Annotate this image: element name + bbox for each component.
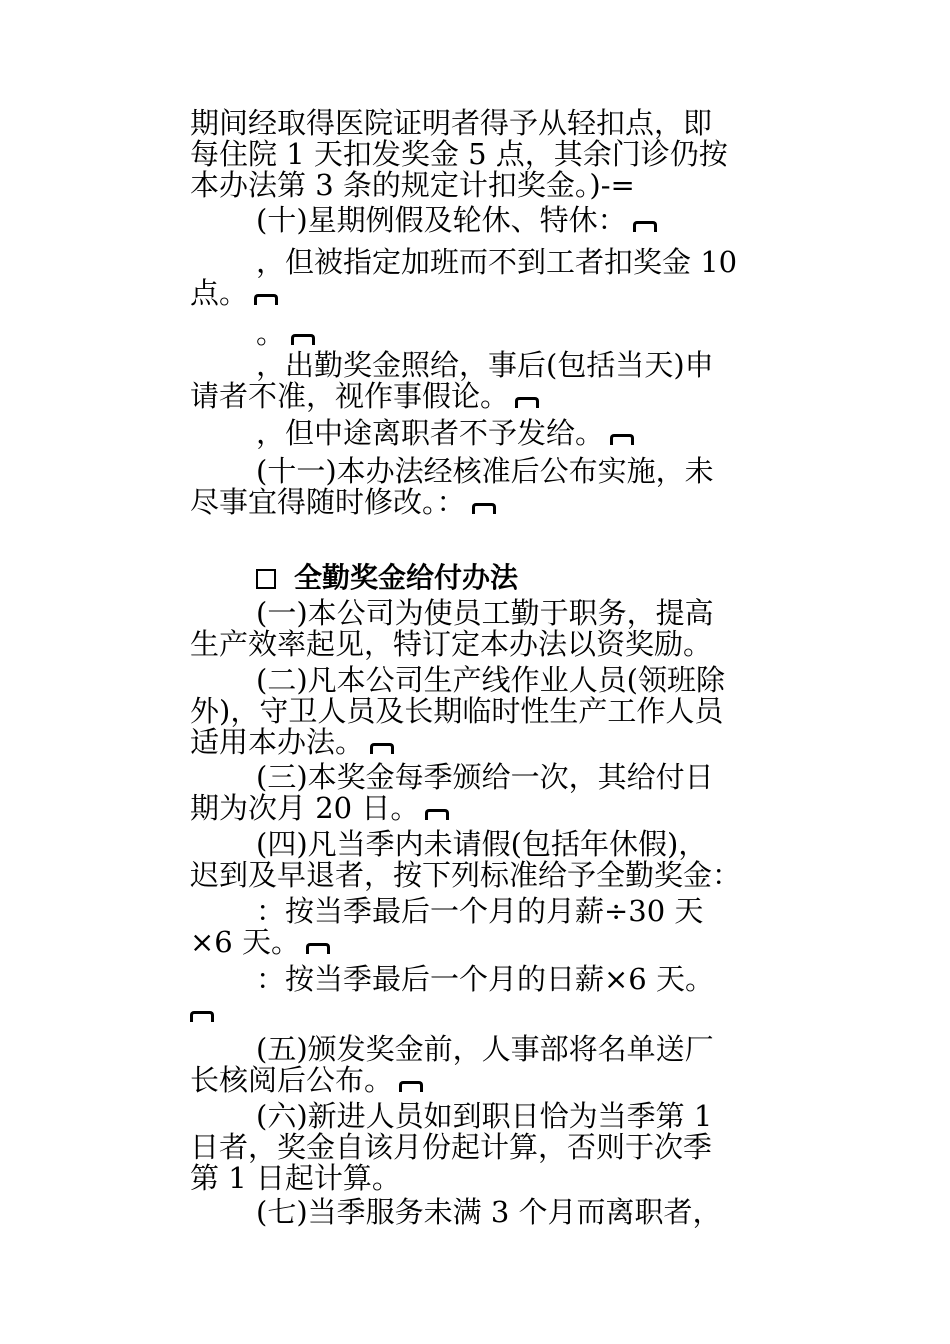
bracket-mark-icon [610, 434, 634, 445]
text-line: 长核阅后公布。 [190, 1063, 394, 1097]
text-line: (十)星期例假及轮休、特休： [256, 203, 627, 237]
text-line: ×6 天。 [190, 925, 300, 959]
paragraph-q7 [190, 1197, 790, 1228]
paragraph-q4b [190, 964, 790, 1026]
text-line: (五)颁发奖金前，人事部将名单送厂 [256, 1032, 714, 1066]
paragraph-q3 [190, 762, 790, 824]
bracket-mark-icon [291, 334, 315, 345]
text-line: 生产效率起见，特订定本办法以资奖励。 [190, 627, 713, 661]
bracket-mark-icon [254, 294, 278, 305]
text-line: 点。 [190, 276, 249, 310]
text-line: 迟到及早退者，按下列标准给予全勤奖金： [190, 858, 742, 892]
text-line: 。 [256, 316, 286, 350]
paragraph-q4a [190, 896, 790, 958]
bracket-mark-icon [515, 397, 539, 408]
bracket-mark-icon [306, 943, 330, 954]
text-line: ：按当季最后一个月的日薪×6 天。 [256, 962, 714, 996]
paragraph-item-10c [190, 350, 790, 412]
text-line: 请者不准，视作事假论。 [190, 379, 510, 413]
text-line: (三)本奖金每季颁给一次，其给付日 [256, 760, 714, 794]
paragraph-item-10b [190, 318, 790, 349]
text-line: (四)凡当季内未请假(包括年休假)， [256, 827, 708, 861]
text-line: 尽事宜得随时修改。： [190, 485, 466, 519]
text-line: (六)新进人员如到职日恰为当季第 1 [256, 1099, 713, 1133]
bracket-mark-icon [425, 809, 449, 820]
text-line: 第 1 日起计算。 [190, 1161, 401, 1195]
bracket-mark-icon [399, 1081, 423, 1092]
text-line: (七)当季服务未满 3 个月而离职者， [256, 1195, 722, 1229]
paragraph-item-10a [190, 247, 790, 309]
section-heading [256, 562, 518, 593]
bracket-mark-icon [190, 1011, 214, 1022]
bracket-mark-icon [633, 221, 657, 232]
text-line: 期为次月 20 日。 [190, 791, 420, 825]
text-line: 期间经取得医院证明者得予从轻扣点，即 [190, 106, 713, 140]
bracket-mark-icon [472, 503, 496, 514]
text-line: ，但中途离职者不予发给。 [256, 416, 605, 450]
text-line: 每住院 1 天扣发奖金 5 点，其余门诊仍按 [190, 137, 728, 171]
bracket-mark-icon [370, 743, 394, 754]
text-line: ，但被指定加班而不到工者扣奖金 10 [256, 245, 738, 279]
paragraph-q4 [190, 829, 790, 891]
text-line: 外)，守卫人员及长期临时性生产工作人员 [190, 694, 724, 728]
text-line: ，出勤奖金照给，事后(包括当天)申 [256, 348, 714, 382]
paragraph-item-10 [190, 205, 790, 236]
text-line: 本办法第 3 条的规定计扣奖金。)-= [190, 168, 635, 202]
paragraph-continuation [190, 108, 790, 201]
paragraph-q6 [190, 1101, 790, 1194]
text-line: (二)凡本公司生产线作业人员(领班除 [256, 663, 725, 697]
paragraph-q2 [190, 665, 790, 758]
paragraph-q1 [190, 598, 790, 660]
text-line: 适用本办法。 [190, 725, 365, 759]
text-line: (一)本公司为使员工勤于职务，提高 [256, 596, 714, 630]
text-line: ：按当季最后一个月的月薪÷30 天 [256, 894, 704, 928]
text-line: (十一)本办法经核准后公布实施，未 [256, 454, 714, 488]
checkbox-square-icon [256, 569, 276, 589]
paragraph-q5 [190, 1034, 790, 1096]
paragraph-item-10d [190, 418, 790, 449]
text-line: 日者，奖金自该月份起计算，否则于次季 [190, 1130, 713, 1164]
paragraph-item-11 [190, 456, 790, 518]
section-heading-text: 全勤奖金给付办法 [294, 561, 519, 594]
